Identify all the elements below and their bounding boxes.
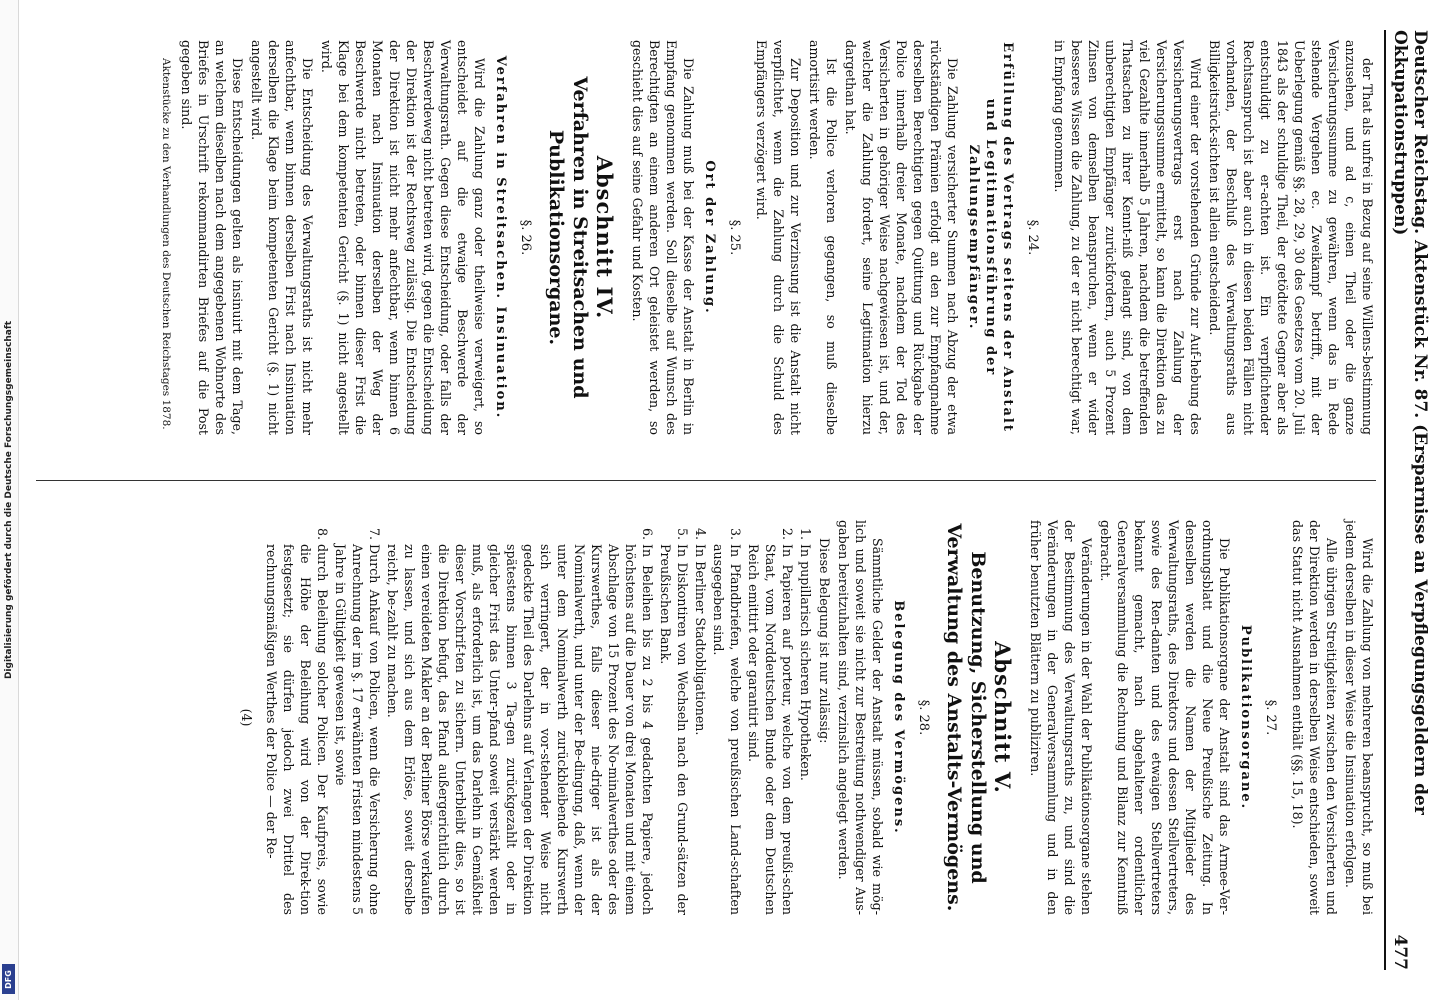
paragraph: Diese Belegung ist nur zulässig: [817,538,832,744]
paragraph: Die Zahlung versicherter Summen nach Abzug der etwa rückständigen Prämien erfolgt an den zur Empfangnahme derselben Berechtigten gegen Quittung und Rückgabe der Police innerhalb dreier Monate, nachdem der Tod des Versicherten in gehöriger Weise nachgewiesen ist, und der, welcher die Zahlung fordert, seine Legitimation hierzu dargethan hat. [843,40,960,435]
dfg-logo-text: DFG [4,969,14,989]
chapter-title: Benutzung, Sicherstellung und Verwaltung des Anstalts-Vermögens. [943,523,989,912]
paragraph: Sämmtliche Gelder der Anstalt müssen, sobald wie mög-lich und soweit sie nicht zur Bestreitung nothwendiger Aus-gaben bereitzuhalten sind, verzinslich angelegt werden. [836,520,885,915]
digitization-strip [0,0,19,1000]
dfg-logo [2,964,15,994]
list-item: 8. durch Beleihung solcher Policen. Der Kaufpreis, sowie die Höhe der Beleihung wird von der Direk-tion festgesetzt; sie dürfen jedoch zwei Drittel des rechnungsmäßigen Werthes der Police — der Re- [263,544,331,915]
chapter-title: Verfahren in Streitsachen und Publikationsorgane. [545,76,591,399]
paragraph: Alle übrigen Streitigkeiten zwischen den Versicherten und der Direktion werden in derselben Weise entschieden, soweit das Statut nicht Ausnahmen enthält (§§. 15, 18). [1290,520,1339,915]
paragraph: Wird die Zahlung ganz oder theilweise verweigert, so entscheidet auf die etwaige Beschwerde der Verwaltungsrath. Gegen diese Entscheidung, oder falls der Beschwerdeweg nicht betreten wird, gegen die Entscheidung der Direktion ist der Rechtsweg zulässig. Die Entscheidung der Direktion ist nicht mehr anfechtbar, wenn binnen 6 Monaten nach Insinuation derselben der Weg der Beschwerde nicht betreten, oder binnen dieser Frist die Klage bei dem kompetenten Gericht (§. 1) nicht angestellt wird. [319,40,487,435]
column-left [155,40,1376,435]
paragraph: der That als unfrei in Bezug auf seine Willens-bestimmung anzusehen, und ad c, einen Theil oder die ganze Versicherungssumme zu gewähren, wenn das in Rede stehende Vergehen ec. Zweikampf betrifft, mit der Ueberlegung gemäß §§. 28, 29, 30 des Gesetzes vom 20. Juli 1843 als der schuldige Theil, der getödtete Gegner aber als entschuldigt zu er-achten ist. Ein verpflichtender Rechtsanspruch ist aber auch in diesen beiden Fällen nicht vorhanden, der Beschluß des Verwaltungsraths aus Billigkeitsrück-sichten ist allein entscheidend. [1207,40,1375,435]
digitization-notice: Digitalisierung gefördert durch die Deutsche Forschungsgemeinschaft [4,320,14,680]
paragraph: Ist die Police verloren gegangen, so muß dieselbe amortisirt werden. [807,40,839,435]
list-item: 2. In Papieren auf porteur, welche von dem preußi-schen Staat, vom Norddeutschen Bunde oder dem Deutschen Reich emittirt oder garantirt sind. [745,544,796,915]
section-number: §. 24. [1025,219,1040,256]
signature-mark: (4) [239,708,254,727]
chapter-heading: Abschnitt V. [990,641,1015,794]
paragraph: Die Zahlung muß bei der Kasse der Anstalt in Berlin in Empfang genommen werden. Soll dieselbe auf Wunsch des Berechtigten an einem anderen Ort geleistet werden, so geschieht dies auf seine Gefahr und Kosten. [630,40,696,435]
running-head-title: Deutscher Reichstag. Aktenstück Nr. 87. (Ersparnisse an Verpflegungsgeldern der Okkupationstruppen) [1390,30,1430,815]
paragraph: Wird die Zahlung von mehreren beansprucht, so muß bei jedem derselben in dieser Weise die Insinuation erfolgen. [1343,520,1375,915]
list-item: 5. In Diskontiren von Wechseln nach den Grund-sätzen der Preußischen Bank. [657,544,691,915]
list-item: 6. In Beleihen bis zu 2 bis 4 gedachten Papiere, jedoch höchstens auf die Dauer von drei Monaten und mit einem Abschlage von 15 Prozent des No-minalwerthes oder des Kurswerthes, falls dieser nie-driger ist als der Nominalwerth, und unter der Be-dingung, daß, wenn der unter dem Nominalwerth zurückbleibende Kurswerth sich verringert, der in vor-stehender Weise nicht gedeckte Theil des Darlehns auf Verlangen der Direktion spätestens binnen 3 Ta-gen zurückgezahlt oder in gleicher Frist das Unter-pfand soweit verstärkt werden muß, als erforderlich ist, um das Darlehn in Gemäßheit dieser Vorschrif-ten zu sichern. Unterbleibt dies, so ist die Direktion befugt, das Pfand außergerichtlich durch einen vereideten Makler an der Berliner Börse verkaufen zu lassen, und sich aus dem Erlöse, soweit derselbe reicht, be-zahlt zu machen. [384,544,656,915]
chapter-heading: Abschnitt IV. [592,155,617,320]
section-title: Verfahren in Streitsachen. Insinuation. [493,55,508,420]
section-title: Ort der Zahlung. [702,160,717,315]
investment-list [263,520,814,915]
section-number: §. 26. [518,219,533,256]
list-item: 4. In Berliner Stadtobligationen. [692,544,709,915]
section-title: Erfüllung des Vertrags seitens der Anstalt und Legitimationsführung der Zahlungsempfänger. [966,42,1015,433]
section-title: Belegung des Vermögens. [891,600,906,835]
column-divider [36,480,1376,481]
page-number: 477 [1390,934,1410,970]
paragraph: Veränderungen in der Wahl der Publikationsorgane stehen der Bestimmung des Verwaltungsraths zu, und sind die Veränderungen in der Generalversammlung und in den früher benutzten Blättern zu publiziren. [1028,520,1094,915]
section-title: Publikationsorgane. [1238,624,1253,811]
paragraph: Zur Deposition und zur Verzinsung ist die Anstalt nicht verpflichtet, wenn die Zahlung durch die Schuld des Empfängers verzögert wird. [754,40,803,435]
list-item: 1. In pupillarisch sicheren Hypotheken. [797,544,814,915]
footnote: Aktenstücke zu den Verhandlungen des Deutschen Reichstages 1878. [160,58,172,430]
scanned-page [22,0,1428,1000]
section-number: §. 25. [727,219,742,256]
paragraph: Die Publikationsorgane der Anstalt sind das Armee-Ver-ordnungsblatt und die Neue Preußische Zeitung. In denselben werden die Namen der Mitglieder des Verwaltungsraths, des Direktors und dessen Stellvertreters, sowie des Ren-danten und des etwaigen Stellvertreters bekannt gemacht, nach abgehaltener ordentlicher Generalversammlung die Rechnung und Bilanz zur Kenntniß gebracht. [1098,520,1232,915]
paragraph: Diese Entscheidungen gelten als insinuirt mit dem Tage, an welchem dieselben nach dem angegebenen Wohnorte des Briefes in Urschrift rekommandirten Briefes auf die Post gegeben sind. [179,40,245,435]
section-number: §. 28. [916,699,931,736]
list-item: 3. In Pfandbriefen, welche von preußischen Land-schaften ausgegeben sind. [710,544,744,915]
section-number: §. 27. [1263,699,1278,736]
running-head [1384,30,1430,970]
paragraph: Die Entscheidung des Verwaltungsraths ist nicht mehr anfechtbar, wenn binnen derselben Frist nach Insinuation derselben die Klage beim kompetenten Gericht (§. 1) nicht angestellt wird. [249,40,315,435]
paragraph: Wird einer der vorstehenden Gründe zur Auf-hebung des Versicherungsvertrags erst nach Zahlung der Versicherungssumme ermittelt, so kann die Direktion das zu viel Gezahlte innerhalb 5 Jahren, nachdem die betreffenden Thatsachen zu ihrer Kennt-niß gelangt sind, von dem unberechtigten Empfänger zurückfordern, auch 5 Prozent Zinsen von demselben beanspruchen, wenn er wider besseres Wissen die Zahlung, zu der er nicht berechtigt war, in Empfang genommen. [1052,40,1203,435]
column-right [238,520,1376,915]
list-item: 7. Durch Ankauf von Policen, wenn die Versicherung ohne Anrechnung der im §. 17 erwähnten Fristen mindestens 5 Jahre in Gültigkeit gewesen ist, sowie [332,544,383,915]
